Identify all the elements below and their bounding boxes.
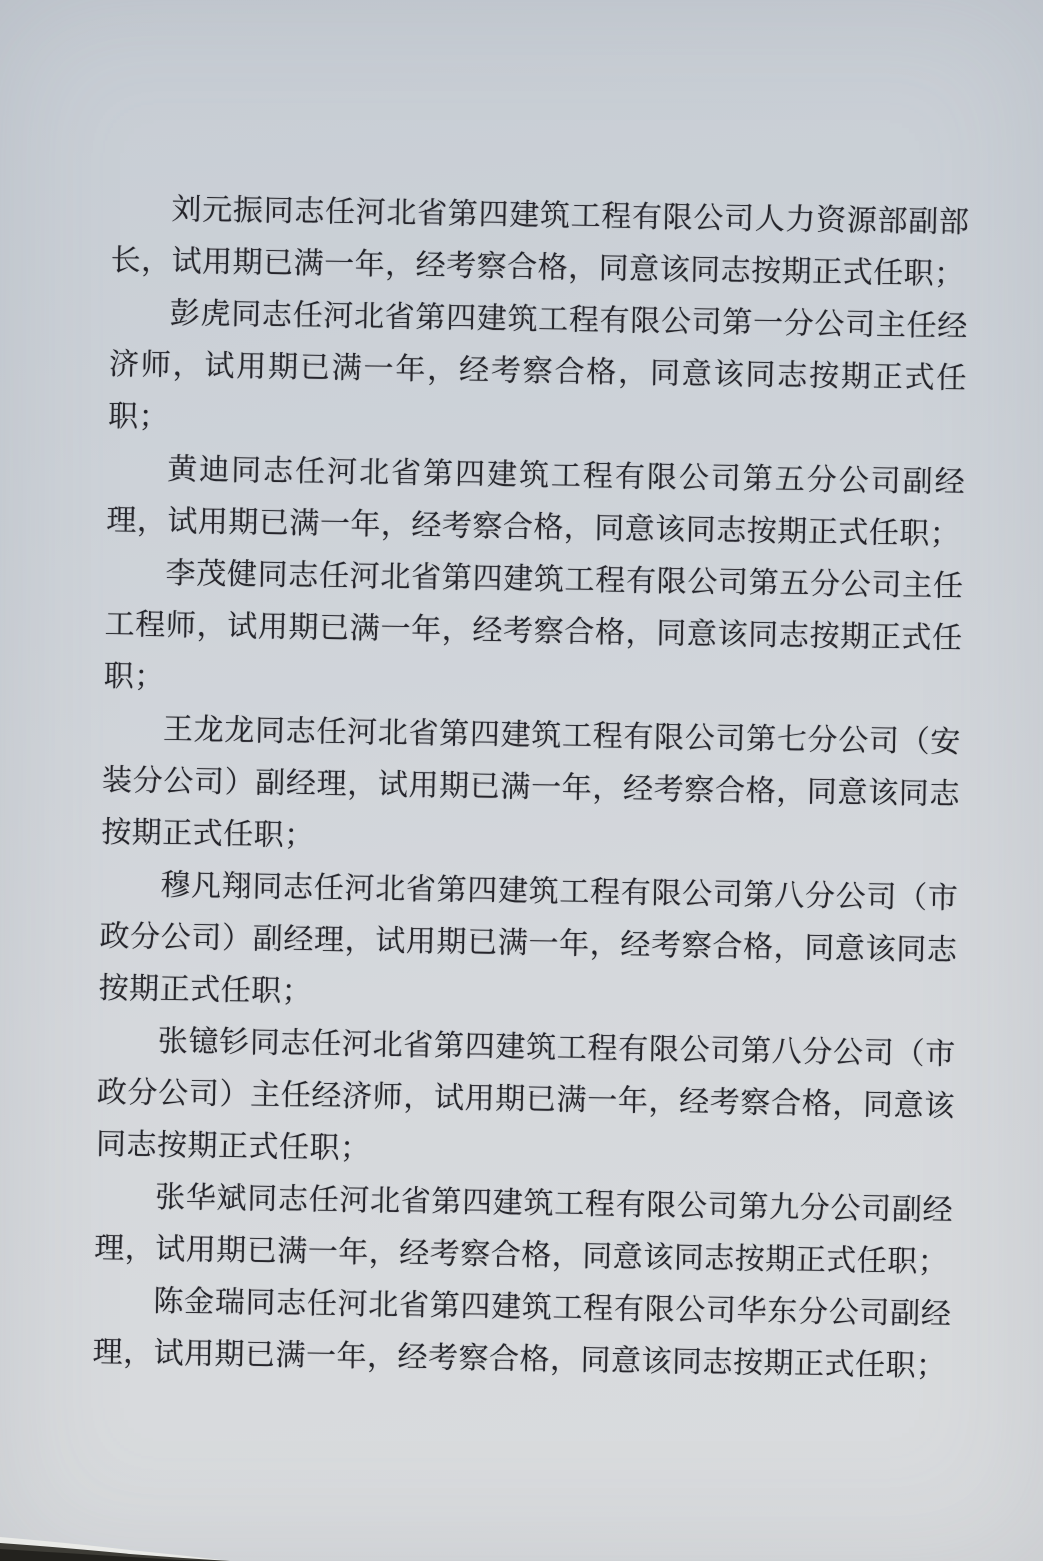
appointment-paragraph-5: 王龙龙同志任河北省第四建筑工程有限公司第七分公司（安装分公司）副经理，试用期已满一年，经考察合格，同意该同志按期正式任职； [100,712,962,853]
appointment-paragraph-8: 张华斌同志任河北省第四建筑工程有限公司第九分公司副经理，试用期已满一年，经考察合格，同意该同志按期正式任职； [94,1180,954,1280]
document-body [92,183,970,1393]
appointment-paragraph-7: 张镱钐同志任河北省第四建筑工程有限公司第八分公司（市政分公司）主任经济师，试用期已满一年，经考察合格，同意该同志按期正式任职； [95,1024,956,1166]
appointment-paragraph-6: 穆凡翔同志任河北省第四建筑工程有限公司第八分公司（市政分公司）副经理，试用期已满一年，经考察合格，同意该同志按期正式任职； [98,868,959,1009]
appointment-paragraph-1: 刘元振同志任河北省第四建筑工程有限公司人力资源部副部长，试用期已满一年，经考察合格，同意该同志按期正式任职； [110,192,970,292]
appointment-paragraph-4: 李茂健同志任河北省第四建筑工程有限公司第五分公司主任工程师，试用期已满一年，经考察合格，同意该同志按期正式任职； [103,556,964,694]
appointment-paragraph-2: 彭虎同志任河北省第四建筑工程有限公司第一分公司主任经济师，试用期已满一年，经考察合格，同意该同志按期正式任职； [107,296,969,434]
appointment-paragraph-3: 黄迪同志任河北省第四建筑工程有限公司第五分公司副经理，试用期已满一年，经考察合格，同意该同志按期正式任职； [106,452,966,552]
paper-bottom-edge [0,1527,230,1561]
appointment-paragraph-9: 陈金瑞同志任河北省第四建筑工程有限公司华东分公司副经理，试用期已满一年，经考察合格，同意该同志按期正式任职； [92,1284,952,1383]
